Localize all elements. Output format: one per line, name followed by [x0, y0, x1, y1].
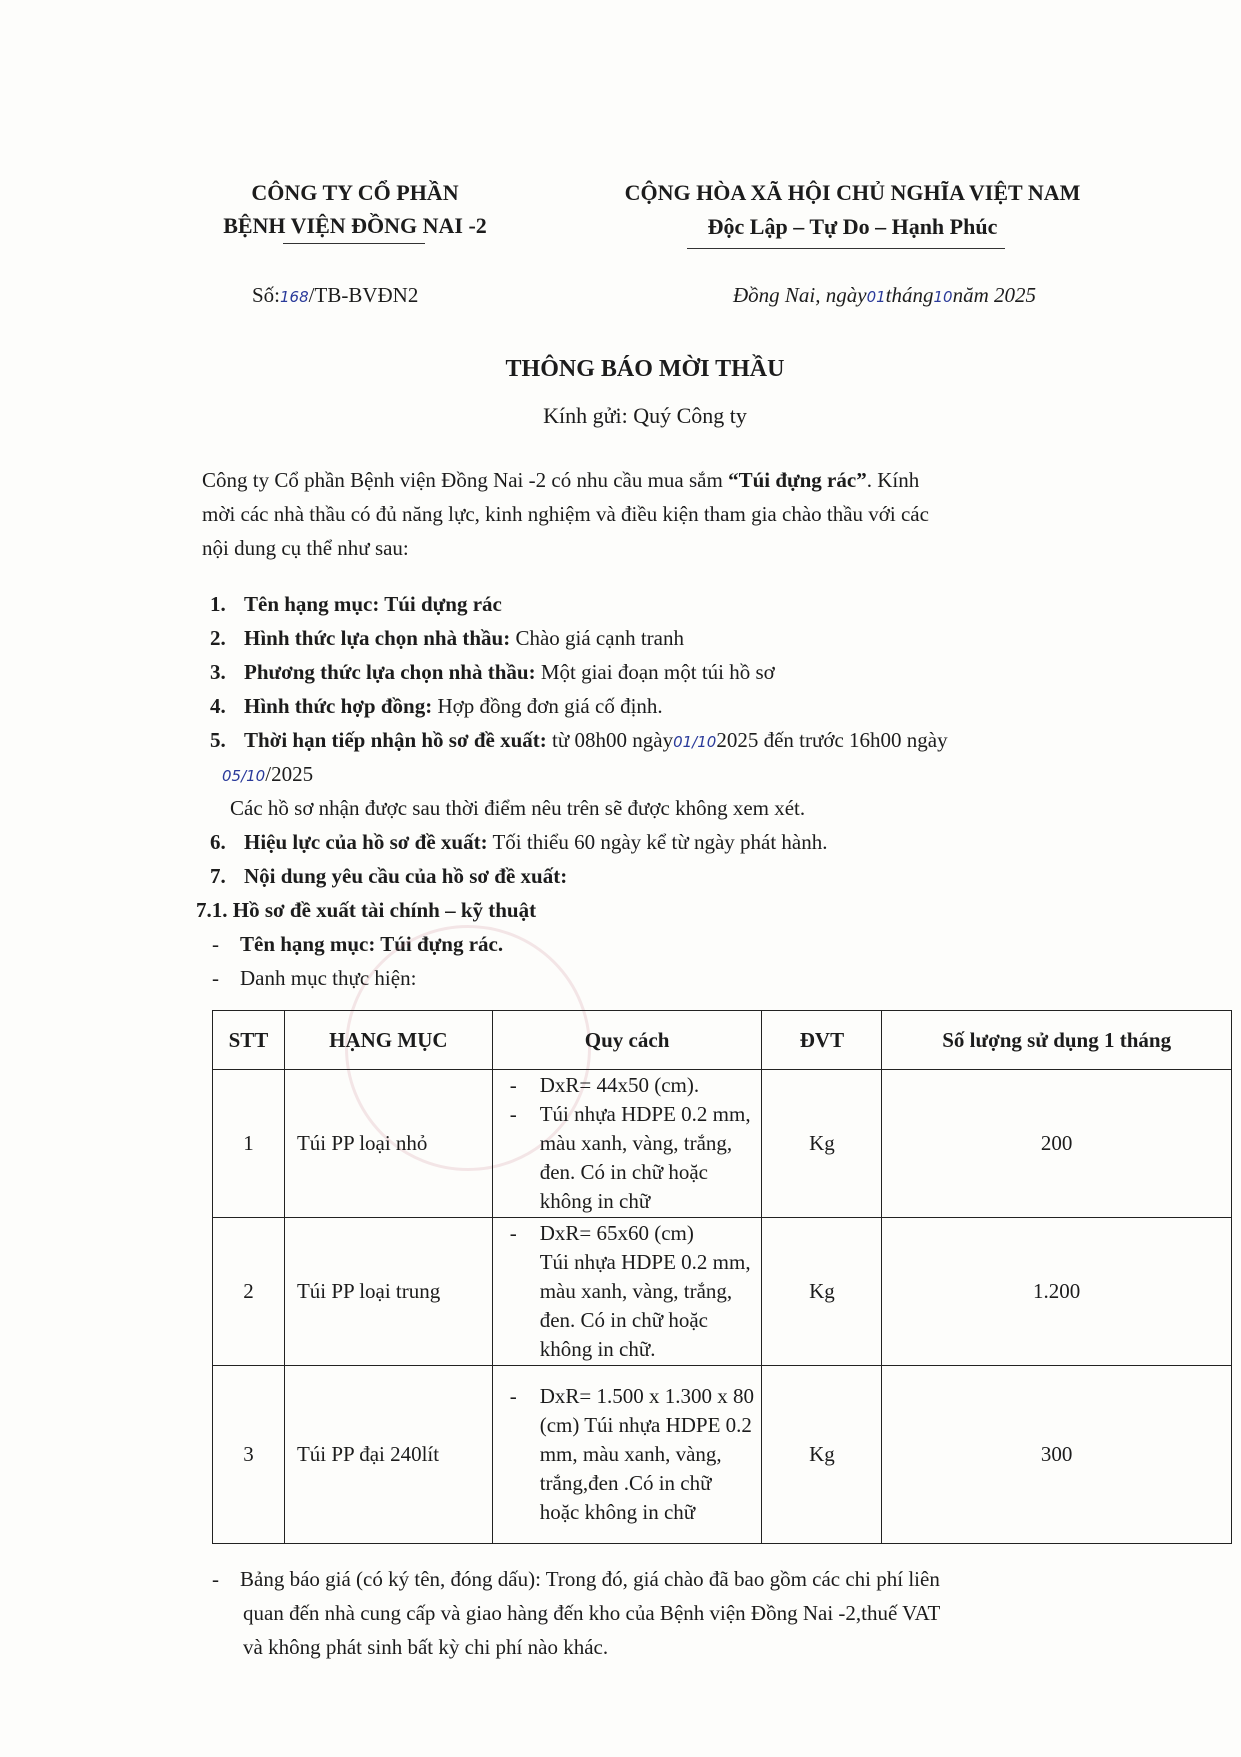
company-underline	[283, 243, 425, 244]
item-label: Phương thức lựa chọn nhà thầu:	[244, 660, 536, 684]
price-note-line3: và không phát sinh bất kỳ chi phí nào khác.	[243, 1635, 609, 1659]
item-label: Tên hạng mục: Túi dựng rác	[244, 592, 502, 616]
salutation: Kính gửi: Quý Công ty	[543, 403, 747, 428]
item-number: 1.	[210, 592, 226, 616]
item-value: Một giai đoạn một túi hồ sơ	[535, 660, 775, 684]
item-number: 5.	[210, 728, 226, 752]
price-note-text: Bảng báo giá (có ký tên, đóng dấu): Trong đó, giá chào đã bao gồm các chi phí liên	[240, 1567, 940, 1591]
table-header-row	[213, 1011, 1232, 1070]
nation-motto: Độc Lập – Tự Do – Hạnh Phúc	[707, 214, 998, 239]
doc-number-prefix: Số:	[252, 283, 281, 307]
date-suffix: năm 2025	[952, 283, 1037, 307]
sub-item-label: Tên hạng mục	[240, 932, 369, 956]
list-item	[210, 689, 663, 723]
company-name-line2: BỆNH VIỆN ĐỒNG NAI -2	[223, 213, 487, 238]
motto-underline	[687, 248, 1005, 249]
intro-line3: nội dung cụ thể như sau:	[202, 536, 409, 560]
row-unit: Kg	[762, 1366, 882, 1544]
intro-line1	[202, 463, 919, 497]
document-title: THÔNG BÁO MỜI THẦU	[505, 356, 785, 382]
sub-item-value: : Túi đựng rác.	[368, 932, 504, 956]
spec-line: - Túi nhựa HDPE 0.2 mm, màu xanh, vàng, trắng, đen. Có in chữ hoặc không in chữ	[509, 1102, 751, 1213]
item5-end-text: /2025	[265, 762, 314, 786]
list-item	[210, 723, 948, 759]
row-quantity: 200	[882, 1070, 1232, 1218]
spec-continuation: Túi nhựa HDPE 0.2 mm, màu xanh, vàng, trắng, đen. Có in chữ hoặc không in chữ.	[539, 1250, 751, 1361]
date-day-handwritten: 01	[866, 288, 886, 306]
list-item	[210, 655, 775, 689]
item-value: Hợp đồng đơn giá cố định.	[432, 694, 663, 718]
date-mid: tháng	[885, 283, 934, 307]
item-number: 4.	[210, 694, 226, 718]
row-stt: 3	[213, 1366, 285, 1544]
row-name: Túi PP đại 240lít	[284, 1366, 492, 1544]
items-table	[212, 1010, 1232, 1544]
date-prefix: Đồng Nai, ngày	[733, 283, 867, 307]
item-value: Chào giá cạnh tranh	[510, 626, 684, 650]
intro-line2: mời các nhà thầu có đủ năng lực, kinh nghiệm và điều kiện tham gia chào thầu với các	[202, 502, 929, 526]
item-value: Tối thiểu 60 ngày kể từ ngày phát hành.	[487, 830, 828, 854]
item5-note: Các hồ sơ nhận được sau thời điểm nêu trên sẽ được không xem xét.	[230, 796, 806, 820]
row-unit: Kg	[762, 1070, 882, 1218]
table-row	[213, 1070, 1232, 1218]
date-month-handwritten: 10	[933, 288, 953, 306]
item5-continuation	[222, 757, 313, 793]
row-quantity: 1.200	[882, 1218, 1232, 1366]
nation-title: CỘNG HÒA XÃ HỘI CHỦ NGHĨA VIỆT NAM	[624, 180, 1081, 205]
header-stt: STT	[213, 1011, 285, 1070]
intro-text: Công ty Cổ phần Bệnh viện Đồng Nai -2 có nhu cầu mua sắm	[202, 468, 729, 492]
row-name: Túi PP loại nhỏ	[284, 1070, 492, 1218]
company-name-line1: CÔNG TY CỔ PHẦN	[251, 180, 459, 205]
item-value: từ 08h00 ngày	[546, 728, 674, 752]
start-date-handwritten: 01/10	[673, 733, 717, 751]
row-spec	[492, 1218, 762, 1366]
document-date	[733, 278, 1036, 314]
row-unit: Kg	[762, 1218, 882, 1366]
document-number	[252, 278, 418, 314]
item-label: Nội dung yêu cầu của hồ sơ đề xuất:	[244, 864, 568, 888]
table-row	[213, 1366, 1232, 1544]
table-row	[213, 1218, 1232, 1366]
intro-text-end: . Kính	[866, 468, 920, 492]
price-note-line2: quan đến nhà cung cấp và giao hàng đến kho của Bệnh viện Đồng Nai -2,thuế VAT	[243, 1601, 941, 1625]
list-item	[210, 825, 828, 859]
row-name: Túi PP loại trung	[284, 1218, 492, 1366]
spec-line: - DxR= 65x60 (cm)	[509, 1221, 694, 1245]
sub-item-label: Danh mục thực hiện:	[240, 966, 417, 990]
doc-number-suffix: /TB-BVĐN2	[308, 283, 419, 307]
sub-item: - Tên hạng mục: Túi đựng rác.	[212, 932, 504, 956]
list-item	[210, 859, 567, 893]
item-label: Hình thức hợp đồng:	[244, 694, 433, 718]
header-item: HẠNG MỤC	[284, 1011, 492, 1070]
header-quantity: Số lượng sử dụng 1 tháng	[882, 1011, 1232, 1070]
item-number: 6.	[210, 830, 226, 854]
doc-number-handwritten: 168	[280, 288, 309, 306]
header-spec: Quy cách	[492, 1011, 762, 1070]
section-7-1-title: 7.1. Hồ sơ đề xuất tài chính – kỹ thuật	[196, 898, 537, 922]
spec-line: - DxR= 44x50 (cm).	[509, 1073, 700, 1097]
list-item	[210, 621, 684, 655]
list-item	[210, 587, 502, 621]
row-spec	[492, 1366, 762, 1544]
header-unit: ĐVT	[762, 1011, 882, 1070]
item-label: Thời hạn tiếp nhận hồ sơ đề xuất:	[244, 728, 547, 752]
price-note-line1: - Bảng báo giá (có ký tên, đóng dấu): Trong đó, giá chào đã bao gồm các chi phí liên	[212, 1567, 940, 1591]
sub-item: - Danh mục thực hiện:	[212, 966, 417, 990]
item-label: Hiệu lực của hồ sơ đề xuất:	[244, 830, 488, 854]
row-stt: 2	[213, 1218, 285, 1366]
item-number: 3.	[210, 660, 226, 684]
end-date-handwritten: 05/10	[222, 767, 266, 785]
spec-line: - DxR= 1.500 x 1.300 x 80 (cm) Túi nhựa HDPE 0.2 mm, màu xanh, vàng, trắng,đen .Có in chữ hoặc không in chữ	[509, 1384, 754, 1524]
row-stt: 1	[213, 1070, 285, 1218]
intro-item-name: “Túi đựng rác”	[728, 468, 867, 492]
item-number: 7.	[210, 864, 226, 888]
item5-mid-text: 2025 đến trước 16h00 ngày	[716, 728, 948, 752]
item-number: 2.	[210, 626, 226, 650]
row-quantity: 300	[882, 1366, 1232, 1544]
item-label: Hình thức lựa chọn nhà thầu:	[244, 626, 511, 650]
row-spec	[492, 1070, 762, 1218]
